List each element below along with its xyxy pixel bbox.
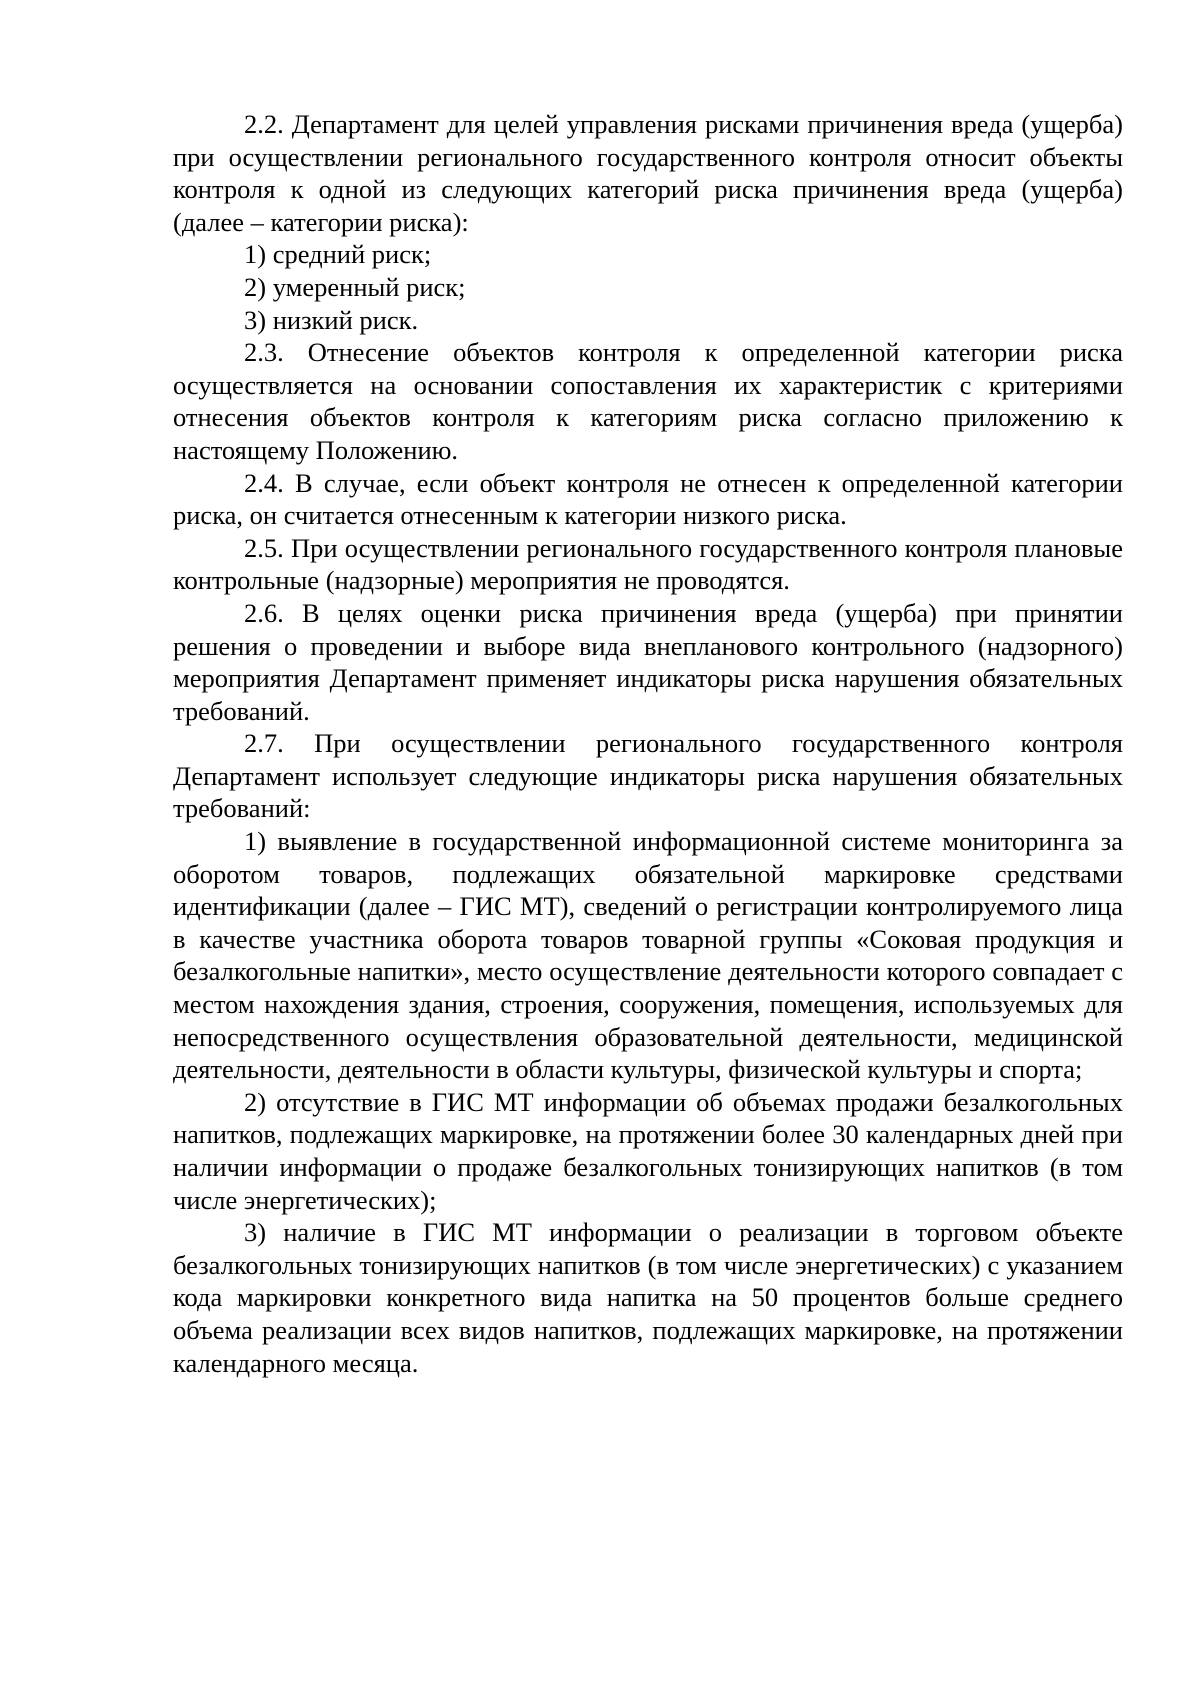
risk-indicator-item-1: 1) выявление в государственной информационной системе мониторинга за оборотом товаров, подлежащих обязательной маркировке средствами идентификации (далее – ГИС МТ), сведений о регистрации контролируемого лица в качестве участника оборота товаров товарной группы «Соковая продукция и безалкогольные напитки», место осуществление деятельности которого совпадает с местом нахождения здания, строения, сооружения, помещения, используемых для непосредственного осуществления образовательной деятельности, медицинской деятельности, деятельности в области культуры, физической культуры и спорта; xyxy=(173,826,1123,1085)
paragraph-2-2: 2.2. Департамент для целей управления рисками причинения вреда (ущерба) при осуществлении регионального государственного контроля относит объекты контроля к одной из следующих категорий риска причинения вреда (ущерба) (далее – категории риска): xyxy=(173,109,1123,237)
paragraph-2-5: 2.5. При осуществлении регионального государственного контроля плановые контрольные (надзорные) мероприятия не проводятся. xyxy=(173,532,1123,596)
paragraph-2-7: 2.7. При осуществлении регионального государственного контроля Департамент использует следующие индикаторы риска нарушения обязательных требований: xyxy=(173,728,1123,824)
risk-indicator-item-2: 2) отсутствие в ГИС МТ информации об объемах продажи безалкогольных напитков, подлежащих маркировке, на протяжении более 30 календарных дней при наличии информации о продаже безалкогольных тонизирующих напитков (в том числе энергетических); xyxy=(173,1086,1123,1215)
risk-indicator-item-3: 3) наличие в ГИС МТ информации о реализации в торговом объекте безалкогольных тонизирующих напитков (в том числе энергетических) с указанием кода маркировки конкретного вида напитка на 50 процентов больше среднего объема реализации всех видов напитков, подлежащих маркировке, на протяжении календарного месяца. xyxy=(173,1217,1123,1378)
risk-category-item-2: 2) умеренный риск; xyxy=(244,271,466,302)
risk-category-item-1: 1) средний риск; xyxy=(244,239,432,270)
document-page xyxy=(173,108,1123,1379)
paragraph-2-3: 2.3. Отнесение объектов контроля к определенной категории риска осуществляется на основании сопоставления их характеристик с критериями отнесения объектов контроля к категориям риска согласно приложению к настоящему Положению. xyxy=(173,337,1123,465)
paragraph-2-6: 2.6. В целях оценки риска причинения вреда (ущерба) при принятии решения о проведении и выборе вида внепланового контрольного (надзорного) мероприятия Департамент применяет индикаторы риска нарушения обязательных требований. xyxy=(173,597,1123,726)
paragraph-2-4: 2.4. В случае, если объект контроля не отнесен к определенной категории риска, он считается отнесенным к категории низкого риска. xyxy=(173,467,1123,531)
risk-category-item-3: 3) низкий риск. xyxy=(244,304,419,335)
